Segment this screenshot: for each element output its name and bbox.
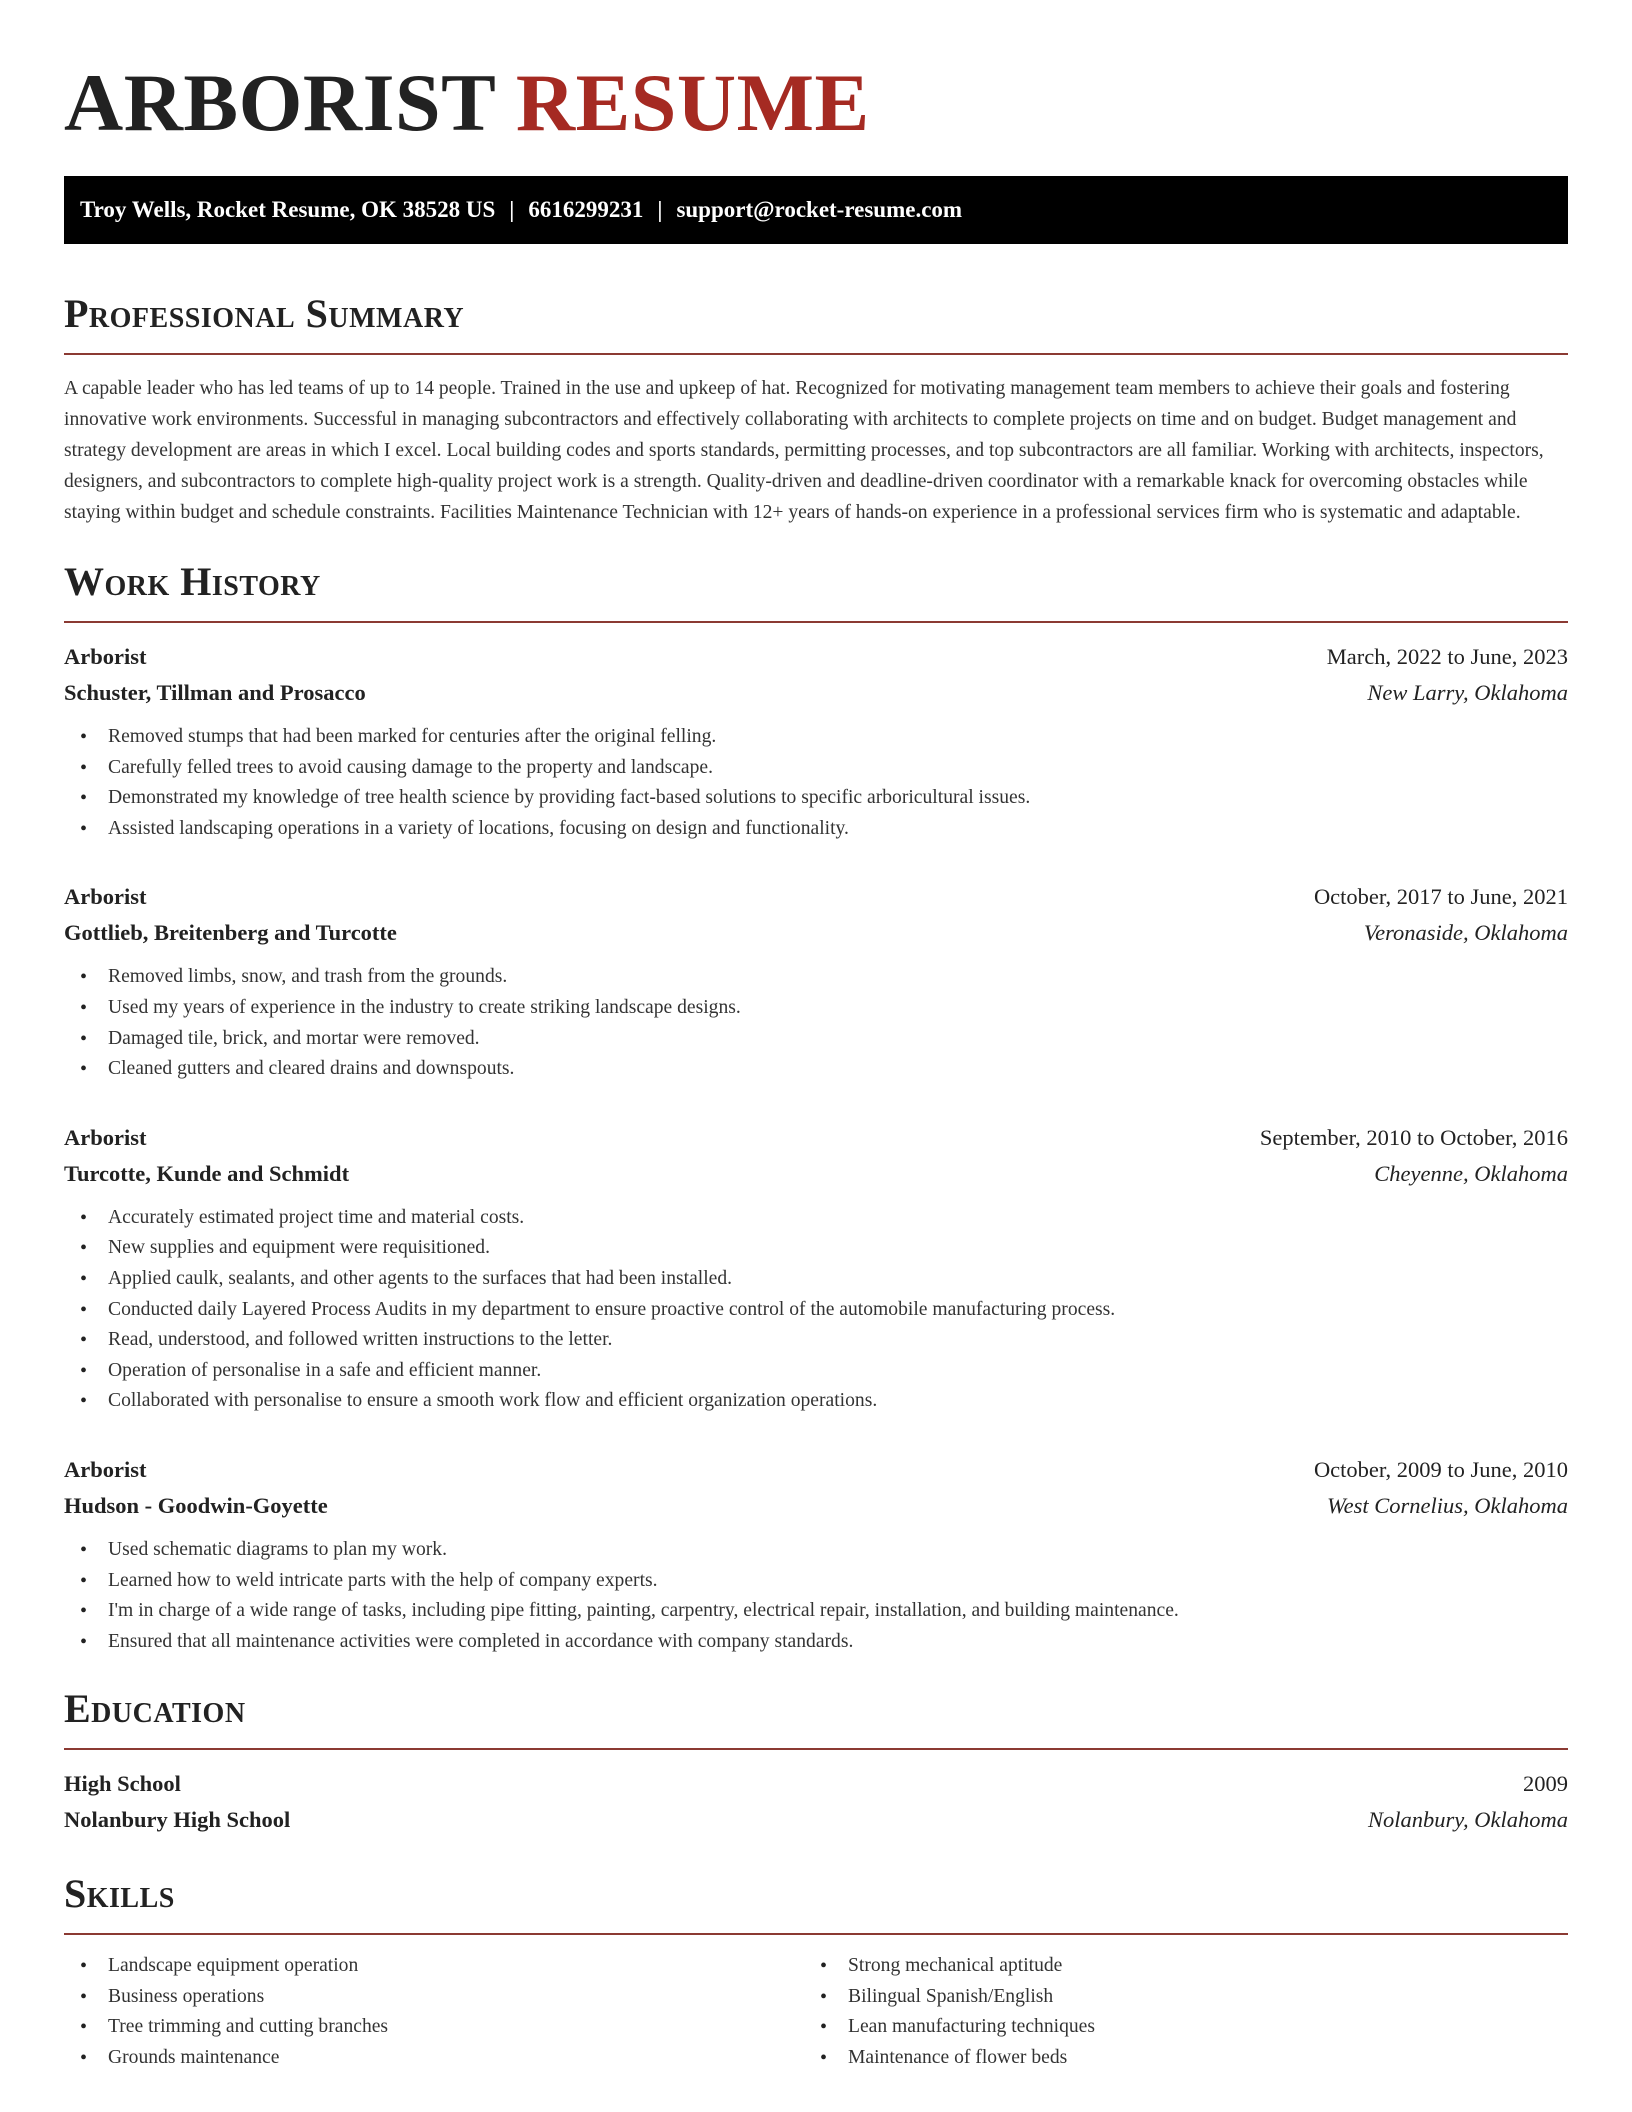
skill-item: • Lean manufacturing techniques	[804, 2012, 1544, 2043]
job-title: Arborist	[64, 884, 147, 910]
education-heading: Education	[64, 1686, 246, 1732]
job-entry	[64, 1452, 1568, 1657]
skill-item: • Grounds maintenance	[64, 2043, 804, 2074]
job-location: New Larry, Oklahoma	[1367, 680, 1568, 705]
list-item: • Ensured that all maintenance activities were completed in accordance with company standards.	[64, 1627, 1568, 1658]
work-history-heading: Work History	[64, 559, 321, 604]
list-item: • Applied caulk, sealants, and other agents to the surfaces that had been installed.	[64, 1264, 1568, 1295]
list-item: • Operation of personalise in a safe and efficient manner.	[64, 1356, 1568, 1387]
education-location: Nolanbury, Oklahoma	[1368, 1807, 1568, 1833]
list-item: • I'm in charge of a wide range of tasks, including pipe fitting, painting, carpentry, electrical repair, installation, and building maintenance.	[64, 1596, 1568, 1627]
job-location: Veronaside, Oklahoma	[1363, 920, 1568, 946]
contact-separator: |	[657, 197, 663, 222]
section-divider	[64, 621, 1568, 623]
skills-list	[64, 1951, 1568, 2073]
title-part-resume: RESUME	[515, 57, 870, 148]
list-item: • Demonstrated my knowledge of tree health science by providing fact-based solutions to specific arboricultural issues.	[64, 783, 1568, 814]
title-part-arborist: ARBORIST	[64, 57, 495, 148]
job-title: Arborist	[64, 1456, 147, 1482]
job-dates: September, 2010 to October, 2016	[1259, 1124, 1568, 1150]
job-dates: October, 2017 to June, 2021	[1313, 884, 1568, 910]
skill-item: • Landscape equipment operation	[64, 1951, 804, 1982]
job-entry	[64, 639, 1568, 844]
job-dates: March, 2022 to June, 2023	[1326, 644, 1568, 669]
section-divider	[64, 1933, 1568, 1935]
list-item: • Removed limbs, snow, and trash from the grounds.	[64, 962, 1568, 993]
list-item: • Carefully felled trees to avoid causing damage to the property and landscape.	[64, 753, 1568, 784]
skills-section	[64, 1870, 1568, 2073]
skills-heading: Skills	[64, 1871, 175, 1917]
summary-text: A capable leader who has led teams of up to 14 people. Trained in the use and upkeep of hat. Recognized for motivating management team members to achieve their goals and fostering innovative work environments. Successful in managing subcontractors and effectively collaborating with architects to complete projects on time and on budget. Budget management and strategy development are areas in which I excel. Local building codes and sports standards, permitting processes, and top subcontractors are all familiar. Working with architects, inspectors, designers, and subcontractors to complete high-quality project work is a strength. Quality-driven and deadline-driven coordinator with a remarkable knack for overcoming obstacles while staying within budget and schedule constraints. Facilities Maintenance Technician with 12+ years of hands-on experience in a professional services firm who is systematic and adaptable.	[64, 378, 1544, 523]
education-section	[64, 1685, 1568, 1838]
work-history-section	[64, 558, 1568, 1657]
list-item: • Read, understood, and followed written instructions to the letter.	[64, 1325, 1568, 1356]
job-title: Arborist	[64, 1124, 147, 1150]
job-duties	[64, 722, 1568, 844]
contact-email: support@rocket-resume.com	[676, 197, 963, 222]
job-location: Cheyenne, Oklahoma	[1374, 1160, 1568, 1186]
list-item: • Learned how to weld intricate parts with the help of company experts.	[64, 1566, 1568, 1597]
job-company: Gottlieb, Breitenberg and Turcotte	[64, 920, 397, 946]
skill-item: • Maintenance of flower beds	[804, 2043, 1544, 2074]
resume-title	[64, 0, 1568, 148]
job-location: West Cornelius, Oklahoma	[1326, 1492, 1568, 1518]
summary-section	[64, 290, 1568, 528]
contact-separator: |	[509, 197, 515, 222]
list-item: • Collaborated with personalise to ensure a smooth work flow and efficient organization operations.	[64, 1386, 1568, 1417]
contact-bar	[64, 176, 1568, 244]
job-entry	[64, 879, 1568, 1084]
job-company: Schuster, Tillman and Prosacco	[64, 680, 366, 705]
skill-item: • Bilingual Spanish/English	[804, 1982, 1544, 2013]
list-item: • Conducted daily Layered Process Audits in my department to ensure proactive control of the automobile manufacturing process.	[64, 1295, 1568, 1326]
list-item: • Used my years of experience in the industry to create striking landscape designs.	[64, 993, 1568, 1024]
list-item: • Damaged tile, brick, and mortar were removed.	[64, 1024, 1568, 1055]
education-school: Nolanbury High School	[64, 1807, 291, 1833]
skill-item: • Tree trimming and cutting branches	[64, 2012, 804, 2043]
list-item: • Used schematic diagrams to plan my work.	[64, 1535, 1568, 1566]
job-title: Arborist	[64, 644, 147, 669]
skills-column-right	[804, 1951, 1544, 2073]
section-divider	[64, 1748, 1568, 1750]
list-item: • Removed stumps that had been marked for centuries after the original felling.	[64, 722, 1568, 753]
list-item: • New supplies and equipment were requisitioned.	[64, 1233, 1568, 1264]
education-degree: High School	[64, 1771, 181, 1797]
job-company: Hudson - Goodwin-Goyette	[64, 1492, 328, 1518]
job-duties	[64, 962, 1568, 1084]
skill-item: • Strong mechanical aptitude	[804, 1951, 1544, 1982]
summary-heading: Professional Summary	[64, 291, 465, 336]
list-item: • Accurately estimated project time and material costs.	[64, 1203, 1568, 1234]
section-divider	[64, 353, 1568, 355]
job-duties	[64, 1535, 1568, 1657]
skill-item: • Business operations	[64, 1982, 804, 2013]
job-company: Turcotte, Kunde and Schmidt	[64, 1160, 350, 1186]
contact-phone: 6616299231	[528, 197, 644, 222]
skills-column-left	[64, 1951, 804, 2073]
job-entry	[64, 1120, 1568, 1417]
job-dates: October, 2009 to June, 2010	[1313, 1456, 1568, 1482]
education-year: 2009	[1523, 1771, 1568, 1797]
list-item: • Cleaned gutters and cleared drains and downspouts.	[64, 1054, 1568, 1085]
resume-page	[64, 0, 1568, 2074]
job-duties	[64, 1203, 1568, 1417]
contact-address: Troy Wells, Rocket Resume, OK 38528 US	[80, 197, 496, 222]
list-item: • Assisted landscaping operations in a variety of locations, focusing on design and functionality.	[64, 814, 1568, 845]
